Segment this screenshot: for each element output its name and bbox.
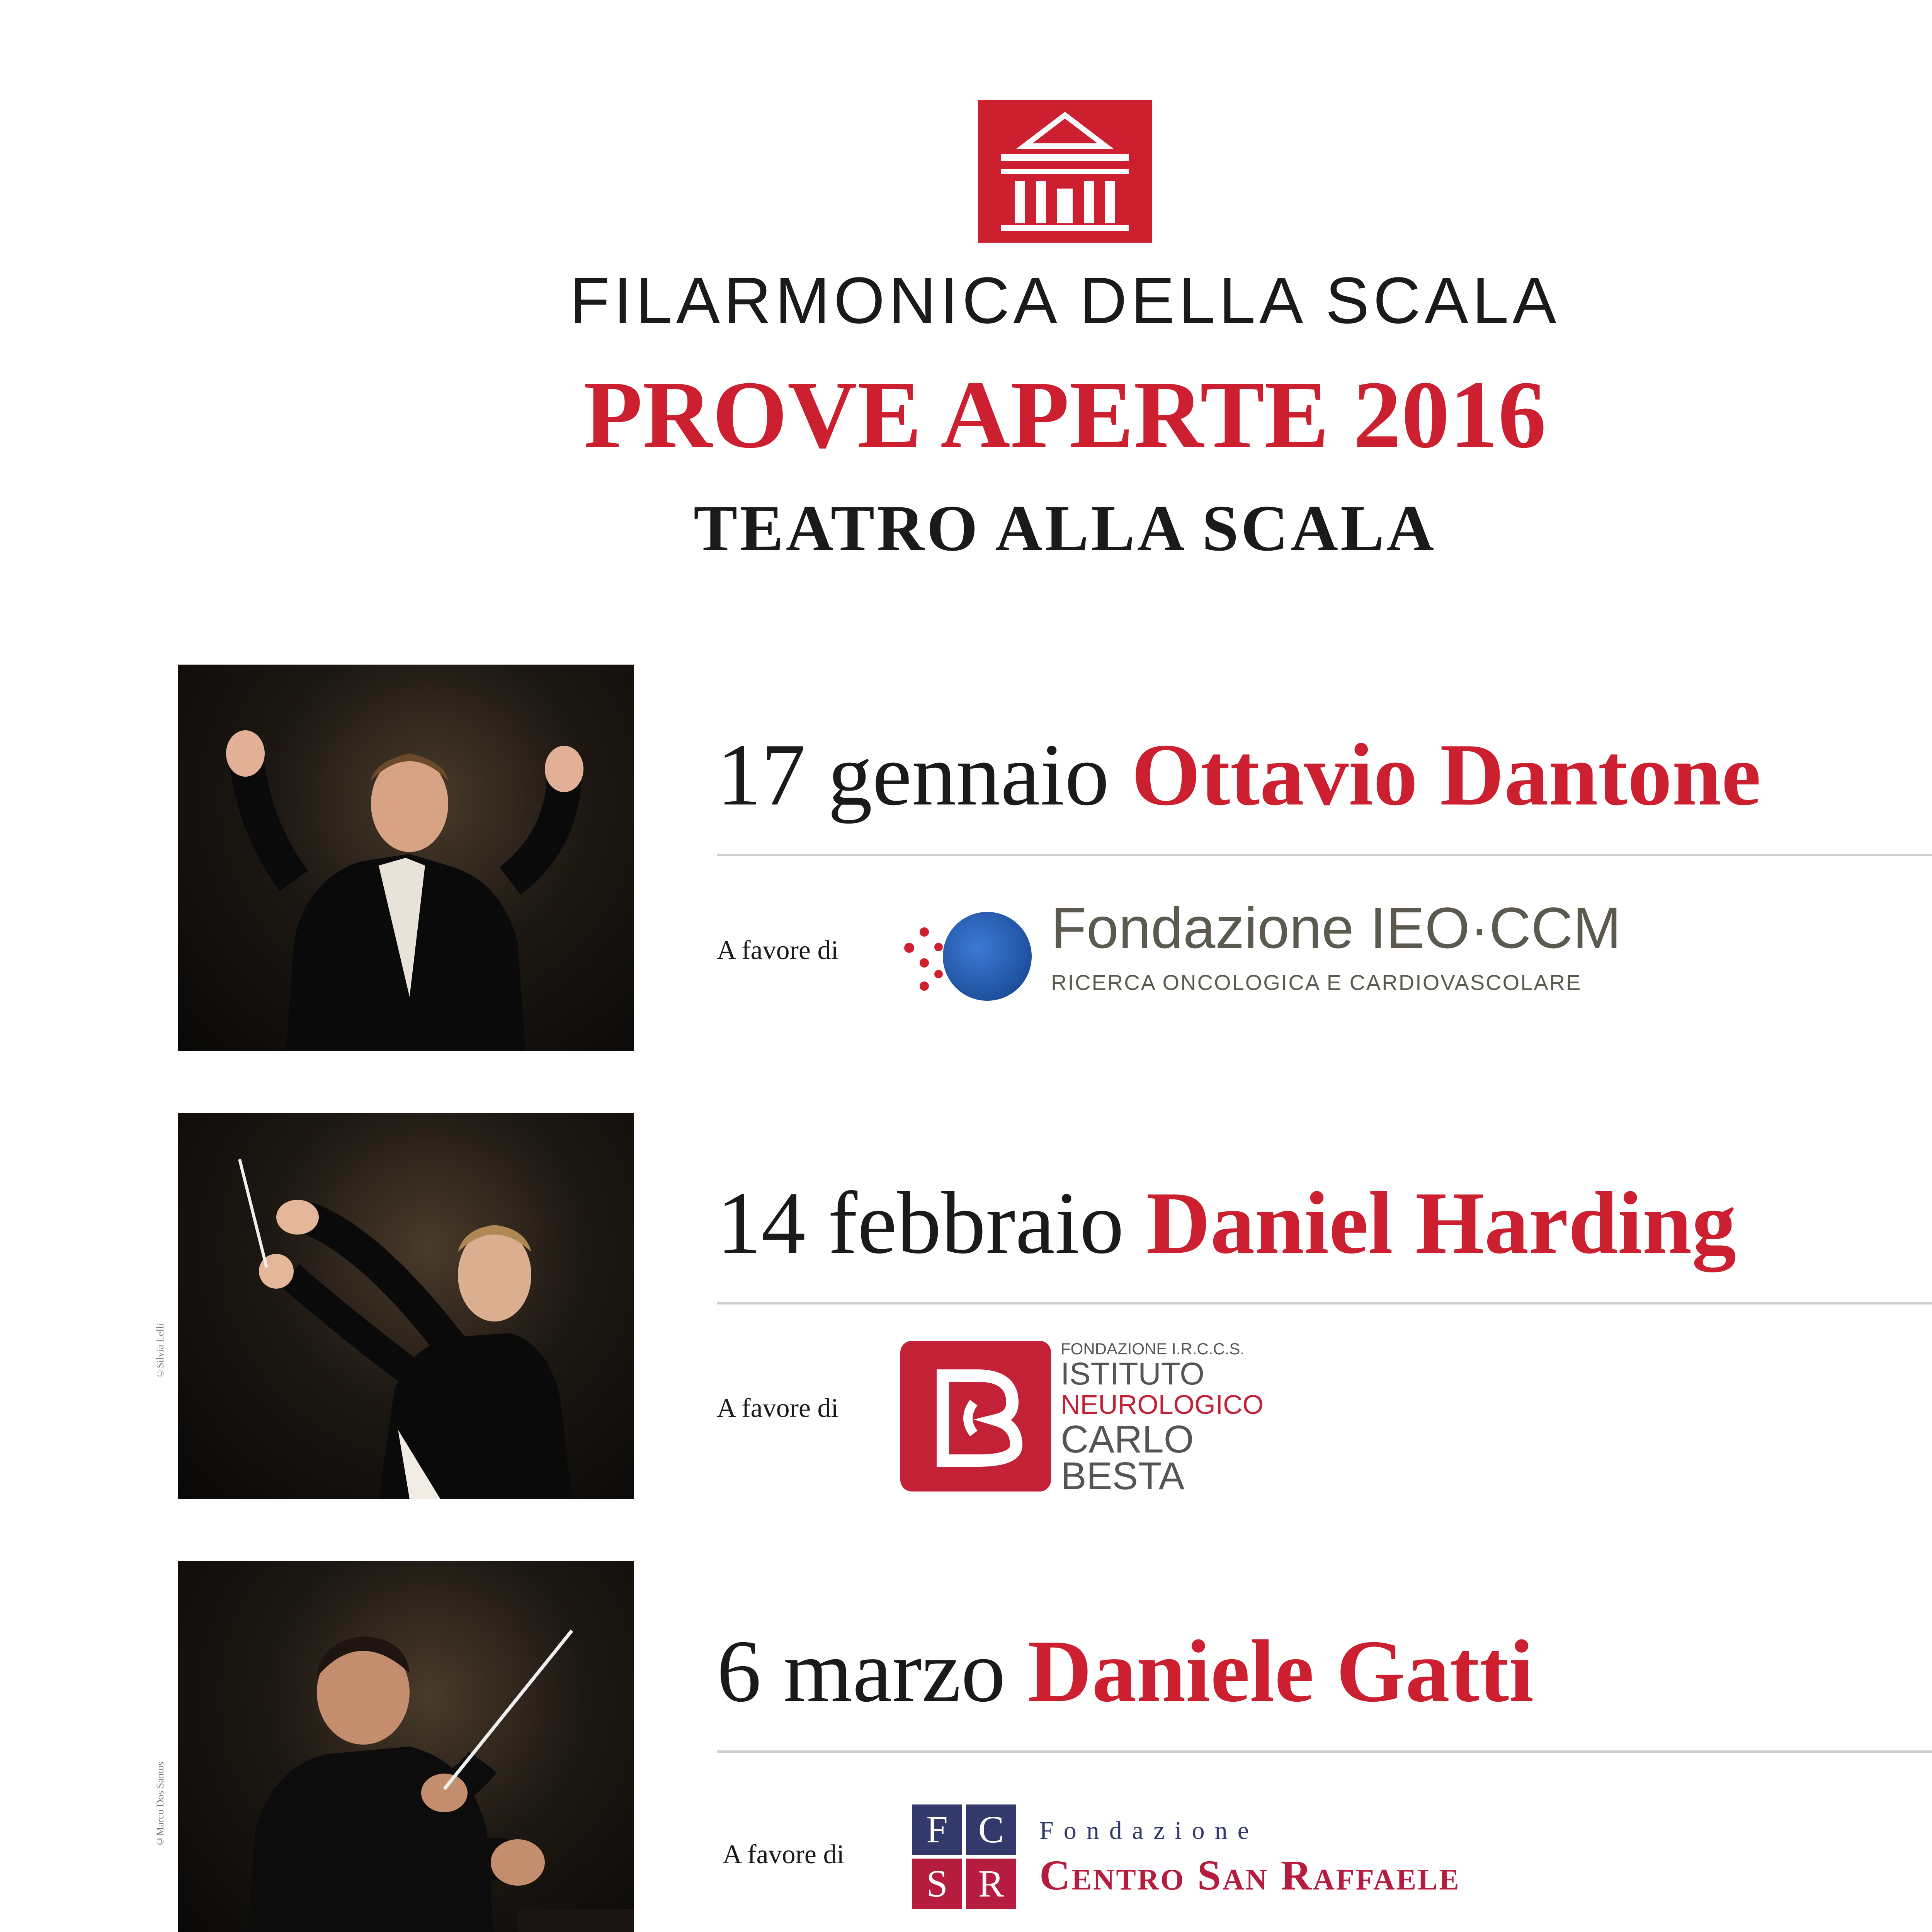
event-date: 14 febbraio xyxy=(717,1173,1124,1272)
event-title xyxy=(717,1173,1736,1272)
event-title xyxy=(717,1622,1534,1720)
divider xyxy=(717,1302,1932,1304)
venue-name: TEATRO ALLA SCALA xyxy=(693,492,1437,565)
event-title xyxy=(717,725,1761,824)
fcsr-cell: C xyxy=(966,1804,1016,1855)
theatre-facade-icon xyxy=(978,100,1152,243)
event-date: 17 gennaio xyxy=(717,725,1109,824)
beneficiary-label: A favore di xyxy=(717,935,838,965)
ieo-dots-icon xyxy=(900,904,1016,1009)
orchestra-name: FILARMONICA DELLA SCALA xyxy=(570,264,1560,337)
fcsr-cell: R xyxy=(966,1859,1016,1909)
beneficiary-subtitle: RICERCA ONCOLOGICA E CARDIOVASCOLARE xyxy=(1051,970,1582,995)
beneficiary-line: NEUROLOGICO xyxy=(1061,1389,1264,1420)
beneficiary-label: A favore di xyxy=(723,1840,844,1869)
conductor-name: Daniel Harding xyxy=(1146,1173,1736,1272)
beneficiary-line: ISTITUTO xyxy=(1061,1356,1205,1391)
conductor-name: Ottavio Dantone xyxy=(1131,725,1761,824)
photo-credit: ©Marco Dos Santos xyxy=(155,1761,166,1847)
besta-logo-icon xyxy=(900,1341,1051,1492)
fcsr-logo-icon xyxy=(912,1804,1016,1909)
divider xyxy=(717,1750,1932,1753)
scala-theatre-logo xyxy=(978,100,1152,243)
poster-title: PROVE APERTE 2016 xyxy=(583,361,1546,468)
beneficiary-line: BESTA xyxy=(1061,1454,1185,1498)
fcsr-cell: F xyxy=(912,1804,962,1855)
beneficiary-name: Centro San Raffaele xyxy=(1039,1852,1461,1899)
conductor-photo-harding xyxy=(178,1113,634,1499)
fcsr-cell: S xyxy=(912,1859,962,1909)
beneficiary-line: FONDAZIONE I.R.C.C.S. xyxy=(1061,1340,1245,1358)
conductor-photo-dantone xyxy=(178,665,634,1051)
beneficiary-label: A favore di xyxy=(717,1393,838,1423)
beneficiary-line: CARLO xyxy=(1061,1418,1194,1461)
event-date: 6 marzo xyxy=(717,1622,1006,1720)
conductor-name: Daniele Gatti xyxy=(1027,1622,1534,1720)
photo-credit: ©Silvia Lelli xyxy=(155,1323,166,1379)
divider xyxy=(717,854,1932,856)
beneficiary-line: Fondazione xyxy=(1039,1816,1259,1845)
conductor-photo-gatti xyxy=(178,1561,634,1932)
beneficiary-name: Fondazione IEO·CCM xyxy=(1051,895,1621,960)
